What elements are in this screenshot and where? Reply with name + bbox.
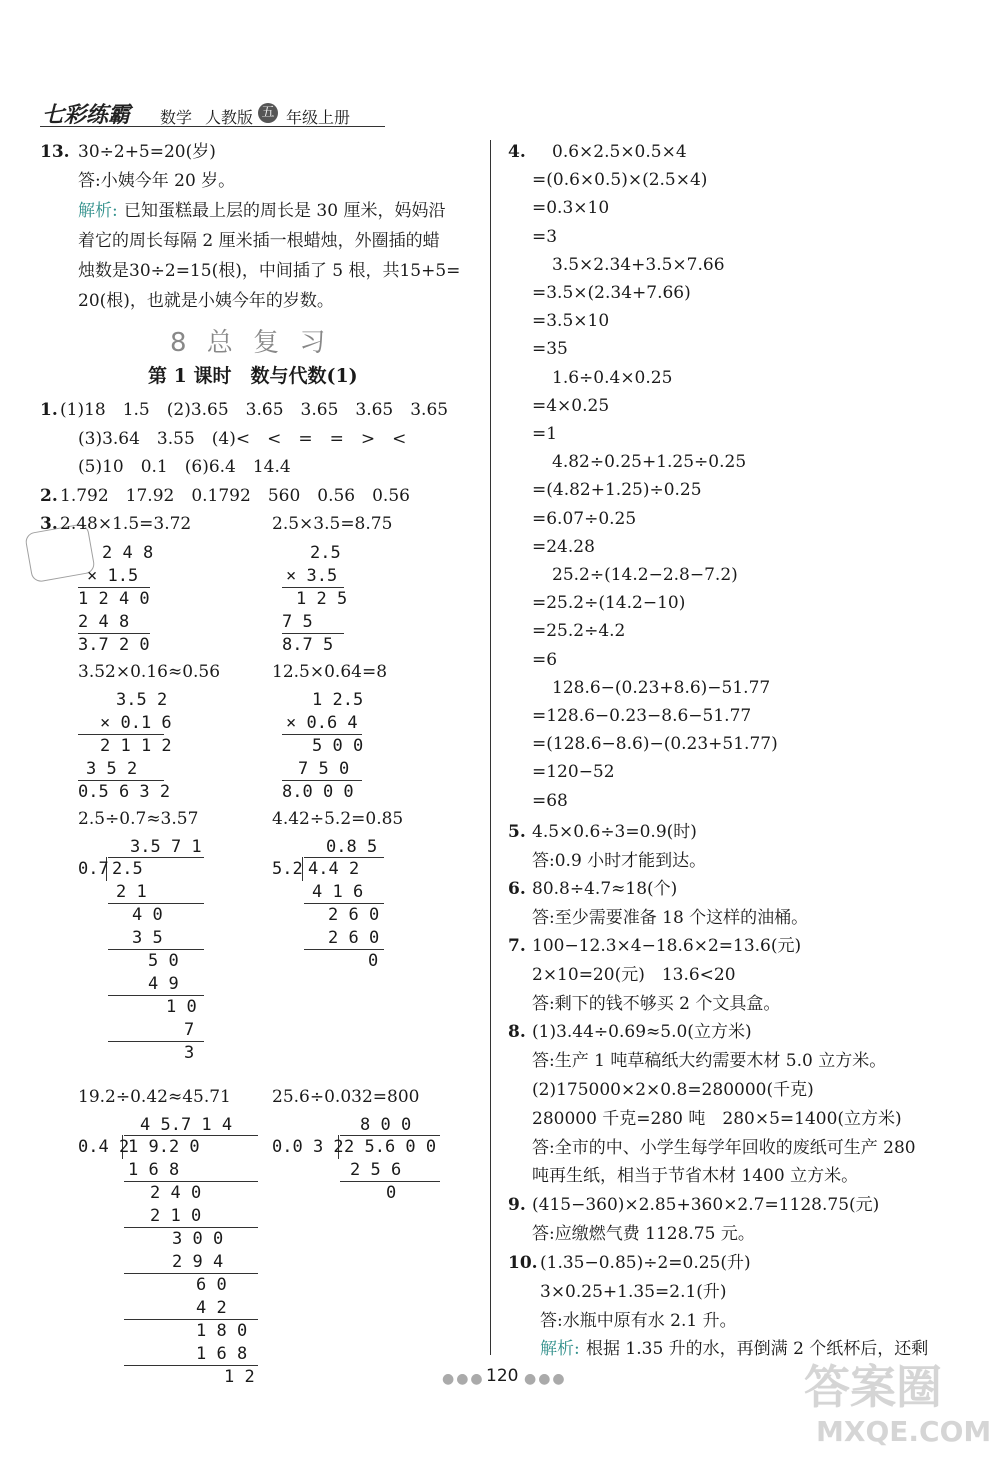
calc-step: =25.2÷(14.2−10): [532, 593, 686, 614]
lesson-title: 第 1 课时 数与代数(1): [148, 365, 358, 387]
calc-row: 3 5 2: [86, 759, 138, 779]
calc-rule: [78, 633, 150, 634]
dividend: 2 5.6 0 0: [344, 1137, 437, 1157]
question-number: 10.: [508, 1253, 538, 1273]
answer: 答:剩下的钱不够买 2 个文具盒。: [532, 994, 781, 1014]
calc-step: 1.6÷0.4×0.25: [552, 367, 673, 388]
equation: 30÷2+5=20(岁): [78, 142, 216, 162]
answer: 答:应缴燃气费 1128.75 元。: [532, 1224, 755, 1244]
calc-step: =(4.82+1.25)÷0.25: [532, 480, 702, 501]
calc-row: 4 2: [196, 1298, 227, 1318]
calc-rule: [124, 1227, 258, 1228]
calc-step: =3.5×(2.34+7.66): [532, 283, 691, 303]
equation: 3.52×0.16≈0.56: [78, 662, 221, 682]
equation: 80.8÷4.7≈18(个): [532, 879, 678, 899]
equation: 100−12.3×4−18.6×2=13.6(元): [532, 936, 802, 956]
calc-rule: [108, 949, 204, 950]
calc-row: 8.7 5: [282, 635, 334, 655]
calc-row: × 0.6 4: [286, 713, 358, 733]
question-number: 6.: [508, 879, 526, 899]
dots-decoration-right: ●●●: [524, 1371, 567, 1387]
calc-step: =3.5×10: [532, 311, 610, 332]
quotient: 4 5.7 1 4: [140, 1115, 233, 1135]
divisor: 0.0 3 2: [272, 1137, 344, 1157]
calc-row: 0: [386, 1183, 397, 1203]
calc-rule: [108, 903, 204, 904]
calc-row: 3 5: [132, 928, 163, 948]
calc-row: × 3.5: [286, 566, 338, 586]
divisor: 0.7: [78, 859, 109, 879]
question-number: 4.: [508, 142, 526, 162]
header-rule: [40, 126, 385, 127]
calc-row: × 1.5: [87, 566, 139, 586]
calc-rule: [282, 734, 362, 735]
calc-row: 6 0: [196, 1275, 227, 1295]
calc-step: 3.5×2.34+3.5×7.66: [552, 254, 725, 275]
equation: 3×0.25+1.35=2.1(升): [540, 1282, 727, 1302]
answer: 答:至少需要准备 18 个这样的油桶。: [532, 908, 809, 928]
calc-rule: [78, 587, 150, 588]
answer: 答:0.9 小时才能到达。: [532, 851, 707, 871]
calc-row: 0: [368, 951, 379, 971]
calc-rule: [282, 633, 344, 634]
question-number: 9.: [508, 1195, 526, 1215]
calc-row: 0.5 6 3 2: [78, 782, 171, 802]
calc-row: 7: [184, 1020, 195, 1040]
calc-rule: [304, 903, 384, 904]
calc-step: =6: [532, 649, 558, 670]
calc-step: =4×0.25: [532, 395, 610, 416]
calc-row: 4 9: [148, 974, 179, 994]
calc-row: 1 0: [166, 997, 197, 1017]
problem-number: 13.: [40, 142, 70, 162]
calc-row: 2 4 8: [78, 612, 130, 632]
calc-rule: [124, 1365, 258, 1366]
calc-row: 1 2 5: [296, 589, 348, 609]
calc-step: =(128.6−8.6)−(0.23+51.77): [532, 734, 778, 755]
calc-row: 7 5: [282, 612, 313, 632]
calc-row: × 0.1 6: [100, 713, 172, 733]
equation: 2.48×1.5=3.72: [60, 514, 192, 534]
jiexi-label: 解析:: [78, 201, 118, 221]
answer: 答:全市的中、小学生每学年回收的废纸可生产 280: [532, 1138, 916, 1158]
calc-step: =25.2÷4.2: [532, 621, 626, 642]
calc-row: 5 0: [148, 951, 179, 971]
calc-row: 2 6 0: [328, 905, 380, 925]
calc-row: 3: [184, 1043, 195, 1063]
calc-row: 7 5 0: [298, 759, 350, 779]
calc-rule: [282, 780, 362, 781]
answer: 答:小姨今年 20 岁。: [78, 171, 236, 191]
equation: 2.5÷0.7≈3.57: [78, 809, 199, 829]
division-bar: [108, 857, 204, 858]
division-bar: [124, 1135, 258, 1136]
calc-row: 2 9 4: [172, 1252, 224, 1272]
calc-row: 1 2 4 0: [78, 589, 150, 609]
division-bar: [304, 857, 384, 858]
calc-step: =6.07÷0.25: [532, 508, 637, 529]
calc-rule: [124, 1273, 258, 1274]
calc-row: 2 1: [116, 882, 147, 902]
calc-row: 2 1 0: [150, 1206, 202, 1226]
question-number: 7.: [508, 936, 526, 956]
calc-row: 4 1 6: [312, 882, 364, 902]
jiexi-text: 着它的周长每隔 2 厘米插一根蜡烛，外圈插的蜡: [78, 231, 440, 251]
calc-row: 5 0 0: [312, 736, 364, 756]
calc-row: 3 0 0: [172, 1229, 224, 1249]
calc-rule: [78, 734, 164, 735]
question-number: 5.: [508, 822, 526, 842]
grade-badge: 五: [258, 103, 278, 123]
calc-rule: [108, 1041, 204, 1042]
division-bar: [340, 1135, 440, 1136]
calc-row: 1 6 8: [128, 1160, 180, 1180]
header-edition: 人教版: [205, 108, 254, 127]
calc-rule: [340, 1181, 440, 1182]
page-number: 120: [486, 1366, 519, 1386]
answer-line: (5)10 0.1 (6)6.4 14.4: [78, 457, 291, 477]
equation: (1.35−0.85)÷2=0.25(升): [540, 1253, 751, 1273]
answer-line: (3)3.64 3.55 (4)< < = = > <: [78, 429, 407, 449]
calc-step: =3: [532, 226, 558, 247]
calc-step: =24.28: [532, 536, 595, 557]
equation: (1)3.44÷0.69≈5.0(立方米): [532, 1022, 752, 1042]
jiexi-label: 解析:: [540, 1339, 580, 1359]
chapter-title: 8 总 复 习: [170, 328, 332, 358]
calc-step: =68: [532, 790, 568, 811]
equation: 280000 千克=280 吨 280×5=1400(立方米): [532, 1109, 902, 1129]
question-number: 3.: [40, 514, 58, 534]
brand-logo: 七彩练霸: [42, 102, 131, 128]
header-subject: 数学: [160, 108, 193, 127]
calc-step: =(0.6×0.5)×(2.5×4): [532, 170, 708, 191]
calc-rule: [78, 780, 164, 781]
equation: 25.6÷0.032=800: [272, 1087, 420, 1107]
watermark: [794, 1351, 994, 1461]
divisor: 5.2: [272, 859, 303, 879]
equation: 19.2÷0.42≈45.71: [78, 1087, 231, 1107]
question-number: 2.: [40, 486, 58, 506]
jiexi-text: 20(根)，也就是小姨今年的岁数。: [78, 291, 334, 311]
equation: 2.5×3.5=8.75: [272, 514, 393, 534]
column-divider: [490, 140, 491, 1355]
answer-line: (1)18 1.5 (2)3.65̇ 3.6̇5̇ 3.65 3.65̇ 3.65: [60, 400, 449, 420]
calc-row: 3.7 2 0: [78, 635, 150, 655]
calc-row: 8.0 0 0: [282, 782, 354, 802]
calc-row: 3.5 2: [116, 690, 168, 710]
answer: 吨再生纸，相当于节省木材 1400 立方米。: [532, 1166, 859, 1186]
equation: 12.5×0.64=8: [272, 662, 388, 682]
equation: 4.5×0.6÷3=0.9(时): [532, 822, 697, 842]
calc-row: 1 2: [224, 1367, 255, 1387]
calc-step: =1: [532, 424, 558, 444]
answer: 答:生产 1 吨草稿纸大约需要木材 5.0 立方米。: [532, 1051, 887, 1071]
jiexi-text: 已知蛋糕最上层的周长是 30 厘米，妈妈沿: [124, 201, 446, 221]
calc-rule: [304, 949, 384, 950]
answer: 答:水瓶中原有水 2.1 升。: [540, 1311, 737, 1331]
quotient: 0.8 5: [326, 837, 378, 857]
dots-decoration-left: ●●●: [442, 1371, 485, 1387]
calc-rule: [124, 1319, 258, 1320]
header-grade: 年级上册: [286, 108, 351, 127]
watermark-url: MXQE.COM: [816, 1415, 992, 1448]
answer-line: 1.792 17.92 0.1792 560 0.56 0.56: [60, 486, 410, 506]
calc-step: =120−52: [532, 762, 615, 783]
calc-step: 128.6−(0.23+8.6)−51.77: [552, 677, 771, 698]
calc-step: =128.6−0.23−8.6−51.77: [532, 706, 752, 726]
calc-step: 25.2÷(14.2−2.8−7.2): [552, 565, 738, 585]
divisor: 0.4 2: [78, 1137, 130, 1157]
calc-rule: [108, 995, 204, 996]
calc-row: 2 1 1 2: [100, 736, 172, 756]
question-number: 1.: [40, 400, 58, 420]
calc-row: 1 2.5: [312, 690, 364, 710]
calc-row: 1 8 0: [196, 1321, 248, 1341]
dividend: 2.5: [112, 859, 143, 879]
dividend: 4.4 2: [308, 859, 360, 879]
calc-row: 1 6 8: [196, 1344, 248, 1364]
equation: 4.42÷5.2=0.85: [272, 809, 404, 829]
calc-rule: [282, 587, 344, 588]
quotient: 3.5 7 1: [130, 837, 202, 857]
calc-row: 2 4 8: [102, 543, 154, 563]
jiexi-text: 根据 1.35 升的水，再倒满 2 个纸杯后，还剩: [586, 1339, 929, 1359]
watermark-logo: 答案圈: [804, 1360, 942, 1414]
calc-step: 4.82÷0.25+1.25÷0.25: [552, 452, 747, 473]
calc-row: 2 4 0: [150, 1183, 202, 1203]
dividend: 1 9.2 0: [128, 1137, 200, 1157]
calc-row: 2 5 6: [350, 1160, 402, 1180]
calc-row: 2.5: [310, 543, 341, 563]
calc-row: 2 6 0: [328, 928, 380, 948]
calc-row: 4 0: [132, 905, 163, 925]
jiexi-text: 烛数是30÷2=15(根)，中间插了 5 根，共15+5=: [78, 261, 461, 281]
equation: (2)175000×2×0.8=280000(千克): [532, 1080, 814, 1100]
equation: (415−360)×2.85+360×2.7=1128.75(元): [532, 1195, 880, 1215]
equation: 2×10=20(元) 13.6<20: [532, 965, 736, 985]
calc-step: 0.6×2.5×0.5×4: [552, 142, 687, 162]
question-number: 8.: [508, 1022, 526, 1042]
calc-rule: [124, 1181, 258, 1182]
calc-step: =35: [532, 339, 568, 360]
calc-step: =0.3×10: [532, 198, 610, 219]
quotient: 8 0 0: [360, 1115, 412, 1135]
